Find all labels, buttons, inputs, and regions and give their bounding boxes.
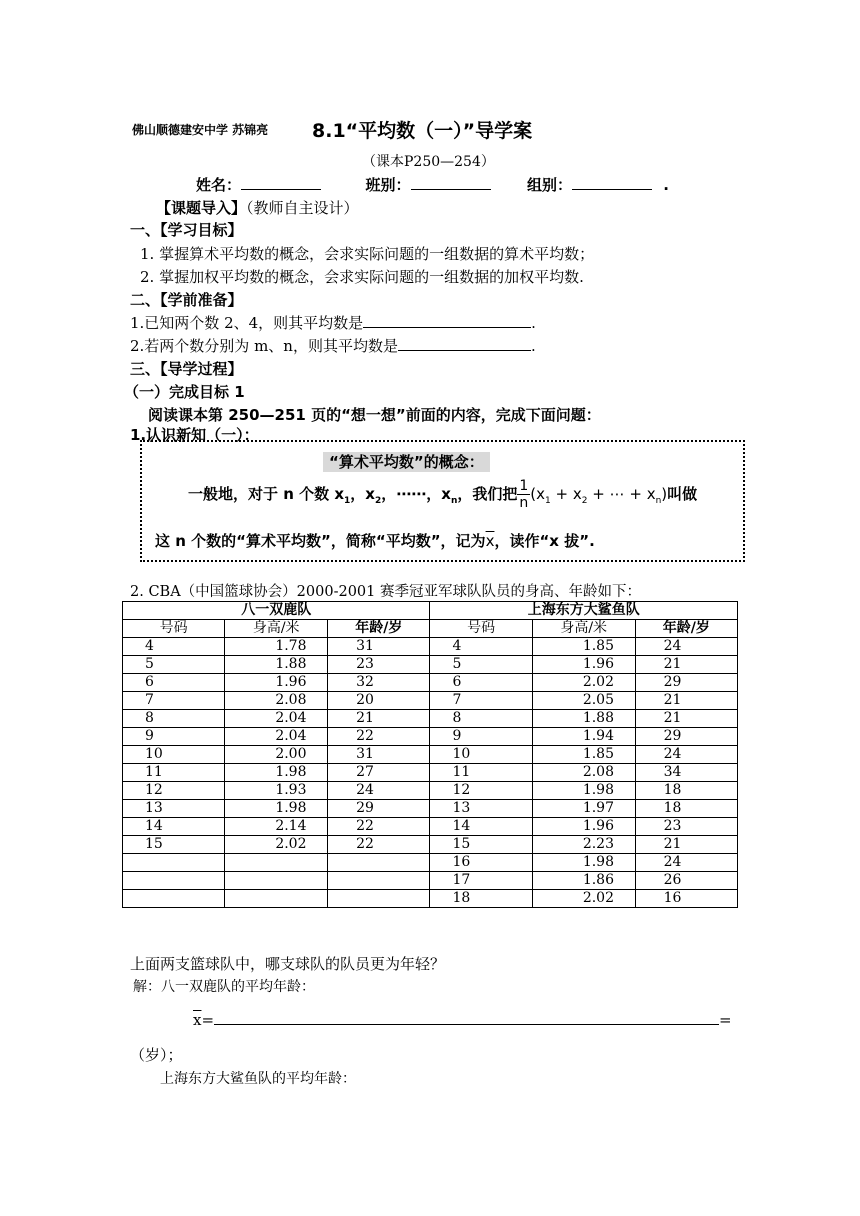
prep-answer-2-field[interactable] xyxy=(398,336,531,351)
text: 叫做 xyxy=(667,485,698,503)
table-cell: 26 xyxy=(635,872,737,890)
table-cell: 12 xyxy=(430,782,532,800)
x-bar-symbol: $\overline{x}$ xyxy=(485,532,495,550)
cba-question-text: 2. CBA（中国篮球协会）2000-2001 赛季冠亚军球队队员的身高、年龄如下： xyxy=(130,584,641,600)
table-cell: 2.04 xyxy=(225,710,328,728)
section-guided-process xyxy=(130,358,243,379)
table-cell: 2.14 xyxy=(225,818,328,836)
table-cell: 27 xyxy=(328,764,430,782)
textbook-pages: （课本P250—254） xyxy=(362,154,495,170)
col-header-number: 号码 xyxy=(430,620,532,638)
table-cell: 24 xyxy=(328,782,430,800)
section-number: 三、 xyxy=(130,360,161,378)
table-cell xyxy=(123,872,225,890)
table-cell: 18 xyxy=(635,782,737,800)
table-cell: 10 xyxy=(123,746,225,764)
intro-note: （教师自主设计） xyxy=(246,199,359,217)
table-cell: 8 xyxy=(430,710,532,728)
table-cell: 23 xyxy=(635,818,737,836)
subscript: 2 xyxy=(581,496,588,506)
table-cell: 1.94 xyxy=(532,728,635,746)
x-bar-symbol: $\overline{x}$ xyxy=(193,1011,202,1029)
table-row xyxy=(123,818,738,836)
table-cell: 14 xyxy=(430,818,532,836)
goal-item-2: 2. 掌握加权平均数的概念，会求实际问题的一组数据的加权平均数. xyxy=(140,268,584,286)
section-preparation xyxy=(130,289,243,310)
table-cell: 5 xyxy=(430,656,532,674)
section-heading: 【学习目标】 xyxy=(160,221,243,239)
text: ，我们把 xyxy=(457,485,518,503)
form-end-dot: . xyxy=(663,176,669,194)
fraction xyxy=(517,478,530,511)
table-cell: 14 xyxy=(123,818,225,836)
table-cell: 7 xyxy=(430,692,532,710)
table-cell: 22 xyxy=(328,818,430,836)
table-row xyxy=(123,674,738,692)
table-cell: 23 xyxy=(328,656,430,674)
table-cell: 22 xyxy=(328,728,430,746)
prep-question-2 xyxy=(130,335,536,356)
table-row xyxy=(123,710,738,728)
table-cell: 16 xyxy=(635,890,737,908)
text: (x xyxy=(530,485,546,503)
table-cell: 13 xyxy=(123,800,225,818)
table-cell: 17 xyxy=(430,872,532,890)
table-cell xyxy=(225,854,328,872)
subscript: n xyxy=(450,496,458,506)
col-header-height: 身高/米 xyxy=(532,620,635,638)
table-cell: 1.97 xyxy=(532,800,635,818)
table-cell: 1.93 xyxy=(225,782,328,800)
table-cell: 21 xyxy=(635,836,737,854)
table-cell: 20 xyxy=(328,692,430,710)
table-cell: 8 xyxy=(123,710,225,728)
intro-heading: 【课题导入】 xyxy=(156,199,247,217)
table-cell: 1.85 xyxy=(532,746,635,764)
table-row xyxy=(123,728,738,746)
table-cell: 2.00 xyxy=(225,746,328,764)
table-cell: 2.02 xyxy=(532,890,635,908)
table-cell: 2.05 xyxy=(532,692,635,710)
text: ) xyxy=(661,485,668,503)
table-row xyxy=(123,746,738,764)
reading-instruction: 阅读课本第 250—251 页的“想一想”前面的内容，完成下面问题： xyxy=(148,406,601,424)
table-cell: 6 xyxy=(123,674,225,692)
section-number: 一、 xyxy=(130,221,161,239)
group-label: 组别： xyxy=(526,176,572,194)
section-number: 二、 xyxy=(130,291,161,309)
equals-sign: = xyxy=(201,1011,215,1029)
intro-line xyxy=(156,197,359,218)
table-cell: 34 xyxy=(635,764,737,782)
solution-label: 解：八一双鹿队的平均年龄： xyxy=(133,979,315,995)
table-cell xyxy=(328,890,430,908)
table-cell: 12 xyxy=(123,782,225,800)
table-cell: 18 xyxy=(430,890,532,908)
section-heading: 【导学过程】 xyxy=(160,360,243,378)
average-age-formula-1 xyxy=(193,1010,732,1029)
concept-title xyxy=(323,451,490,472)
table-cell: 24 xyxy=(635,638,737,656)
prep-question-1 xyxy=(130,312,536,333)
table-cell: 2.02 xyxy=(225,836,328,854)
table-cell: 11 xyxy=(123,764,225,782)
prep-answer-1-field[interactable] xyxy=(363,313,531,328)
table-cell: 9 xyxy=(430,728,532,746)
table-row xyxy=(123,836,738,854)
table-cell: 2.04 xyxy=(225,728,328,746)
new-knowledge-heading: 1.认识新知（一）： xyxy=(130,426,259,444)
table-cell: 15 xyxy=(430,836,532,854)
table-cell: 1.88 xyxy=(225,656,328,674)
table-cell: 11 xyxy=(430,764,532,782)
table-row xyxy=(123,854,738,872)
prep-question-2-text: 2.若两个数分别为 m、n，则其平均数是 xyxy=(130,337,398,355)
table-cell: 1.88 xyxy=(532,710,635,728)
table-cell: 1.98 xyxy=(225,764,328,782)
table-team-header-row xyxy=(123,602,738,620)
subscript: 2 xyxy=(374,496,382,506)
table-cell: 4 xyxy=(123,638,225,656)
table-row xyxy=(123,764,738,782)
text: ，x xyxy=(350,485,375,503)
text: + ⋯ + x xyxy=(587,485,656,503)
table-row xyxy=(123,638,738,656)
table-cell xyxy=(123,854,225,872)
class-label: 班别： xyxy=(365,176,411,194)
text: 一般地，对于 n 个数 x xyxy=(188,485,345,503)
table-cell: 7 xyxy=(123,692,225,710)
table-row xyxy=(123,782,738,800)
table-cell: 1.98 xyxy=(532,854,635,872)
period: . xyxy=(531,314,536,332)
table-cell: 2.08 xyxy=(225,692,328,710)
fraction-denominator: n xyxy=(519,495,529,511)
sum-expression xyxy=(530,485,668,506)
table-cell: 22 xyxy=(328,836,430,854)
text: + x xyxy=(550,485,582,503)
school-author: 佛山顺德建安中学 苏锦亮 xyxy=(132,123,269,137)
text: 这 n 个数的“算术平均数”，简称“平均数”，记为 xyxy=(155,532,486,550)
table-cell: 10 xyxy=(430,746,532,764)
table-cell: 31 xyxy=(328,638,430,656)
table-row xyxy=(123,800,738,818)
table-cell: 1.96 xyxy=(532,656,635,674)
goal-item-1: 1. 掌握算术平均数的概念，会求实际问题的一组数据的算术平均数； xyxy=(140,245,595,263)
table-cell: 1.78 xyxy=(225,638,328,656)
average-age-answer-field[interactable] xyxy=(214,1010,719,1025)
table-cell xyxy=(328,872,430,890)
table-cell: 1.96 xyxy=(225,674,328,692)
equals-sign: = xyxy=(719,1011,732,1029)
text: ，⋯⋯，x xyxy=(381,485,451,503)
table-cell: 15 xyxy=(123,836,225,854)
table-column-header-row xyxy=(123,620,738,638)
group-field[interactable] xyxy=(572,175,652,190)
student-info-form xyxy=(196,174,669,195)
subscript: n xyxy=(655,496,662,506)
younger-team-question: 上面两支篮球队中，哪支球队的队员更为年轻？ xyxy=(130,955,446,973)
prep-question-1-text: 1.已知两个数 2、4，则其平均数是 xyxy=(130,314,364,332)
table-cell: 21 xyxy=(635,656,737,674)
table-cell: 24 xyxy=(635,746,737,764)
table-cell: 6 xyxy=(430,674,532,692)
table-cell: 1.98 xyxy=(225,800,328,818)
col-header-age: 年龄/岁 xyxy=(635,620,737,638)
class-field[interactable] xyxy=(411,175,491,190)
page-title: 8.1“平均数（一）”导学案 xyxy=(312,120,533,142)
table-cell: 24 xyxy=(635,854,737,872)
table-cell: 5 xyxy=(123,656,225,674)
table-cell xyxy=(225,890,328,908)
fraction-numerator: 1 xyxy=(519,478,529,494)
name-label: 姓名： xyxy=(196,176,242,194)
table-cell: 16 xyxy=(430,854,532,872)
table-cell: 4 xyxy=(430,638,532,656)
table-cell: 31 xyxy=(328,746,430,764)
table-cell: 13 xyxy=(430,800,532,818)
table-cell: 21 xyxy=(328,710,430,728)
table-cell: 18 xyxy=(635,800,737,818)
concept-definition-line-2 xyxy=(155,530,595,551)
concept-definition-line-1 xyxy=(188,478,697,516)
table-cell xyxy=(328,854,430,872)
table-cell xyxy=(123,890,225,908)
name-field[interactable] xyxy=(241,175,321,190)
col-header-age: 年龄/岁 xyxy=(328,620,430,638)
cba-team-table xyxy=(122,601,738,908)
table-cell: 9 xyxy=(123,728,225,746)
table-cell: 1.86 xyxy=(532,872,635,890)
col-header-number: 号码 xyxy=(123,620,225,638)
unit-years: （岁）； xyxy=(130,1046,183,1064)
table-cell xyxy=(225,872,328,890)
table-row xyxy=(123,692,738,710)
subsection-goal-1: （一）完成目标 1 xyxy=(124,383,245,401)
table-cell: 1.85 xyxy=(532,638,635,656)
team-1-header: 八一双鹿队 xyxy=(123,602,430,620)
table-cell: 2.23 xyxy=(532,836,635,854)
table-cell: 1.96 xyxy=(532,818,635,836)
table-cell: 29 xyxy=(328,800,430,818)
subscript: 1 xyxy=(344,496,351,506)
table-cell: 29 xyxy=(635,674,737,692)
section-learning-goals xyxy=(130,219,243,240)
table-cell: 21 xyxy=(635,692,737,710)
text: ，读作“x 拔”. xyxy=(494,532,595,550)
team-2-header: 上海东方大鲨鱼队 xyxy=(430,602,738,620)
table-cell: 2.08 xyxy=(532,764,635,782)
section-heading: 【学前准备】 xyxy=(160,291,243,309)
col-header-height: 身高/米 xyxy=(225,620,328,638)
table-row xyxy=(123,890,738,908)
table-cell: 2.02 xyxy=(532,674,635,692)
table-row xyxy=(123,656,738,674)
concept-title-text: “算术平均数”的概念： xyxy=(323,452,490,472)
period: . xyxy=(530,337,536,355)
subscript: 1 xyxy=(545,496,551,506)
table-cell: 1.98 xyxy=(532,782,635,800)
team-2-average-label: 上海东方大鲨鱼队的平均年龄： xyxy=(160,1071,356,1087)
table-row xyxy=(123,872,738,890)
table-cell: 32 xyxy=(328,674,430,692)
table-cell: 29 xyxy=(635,728,737,746)
table-cell: 21 xyxy=(635,710,737,728)
